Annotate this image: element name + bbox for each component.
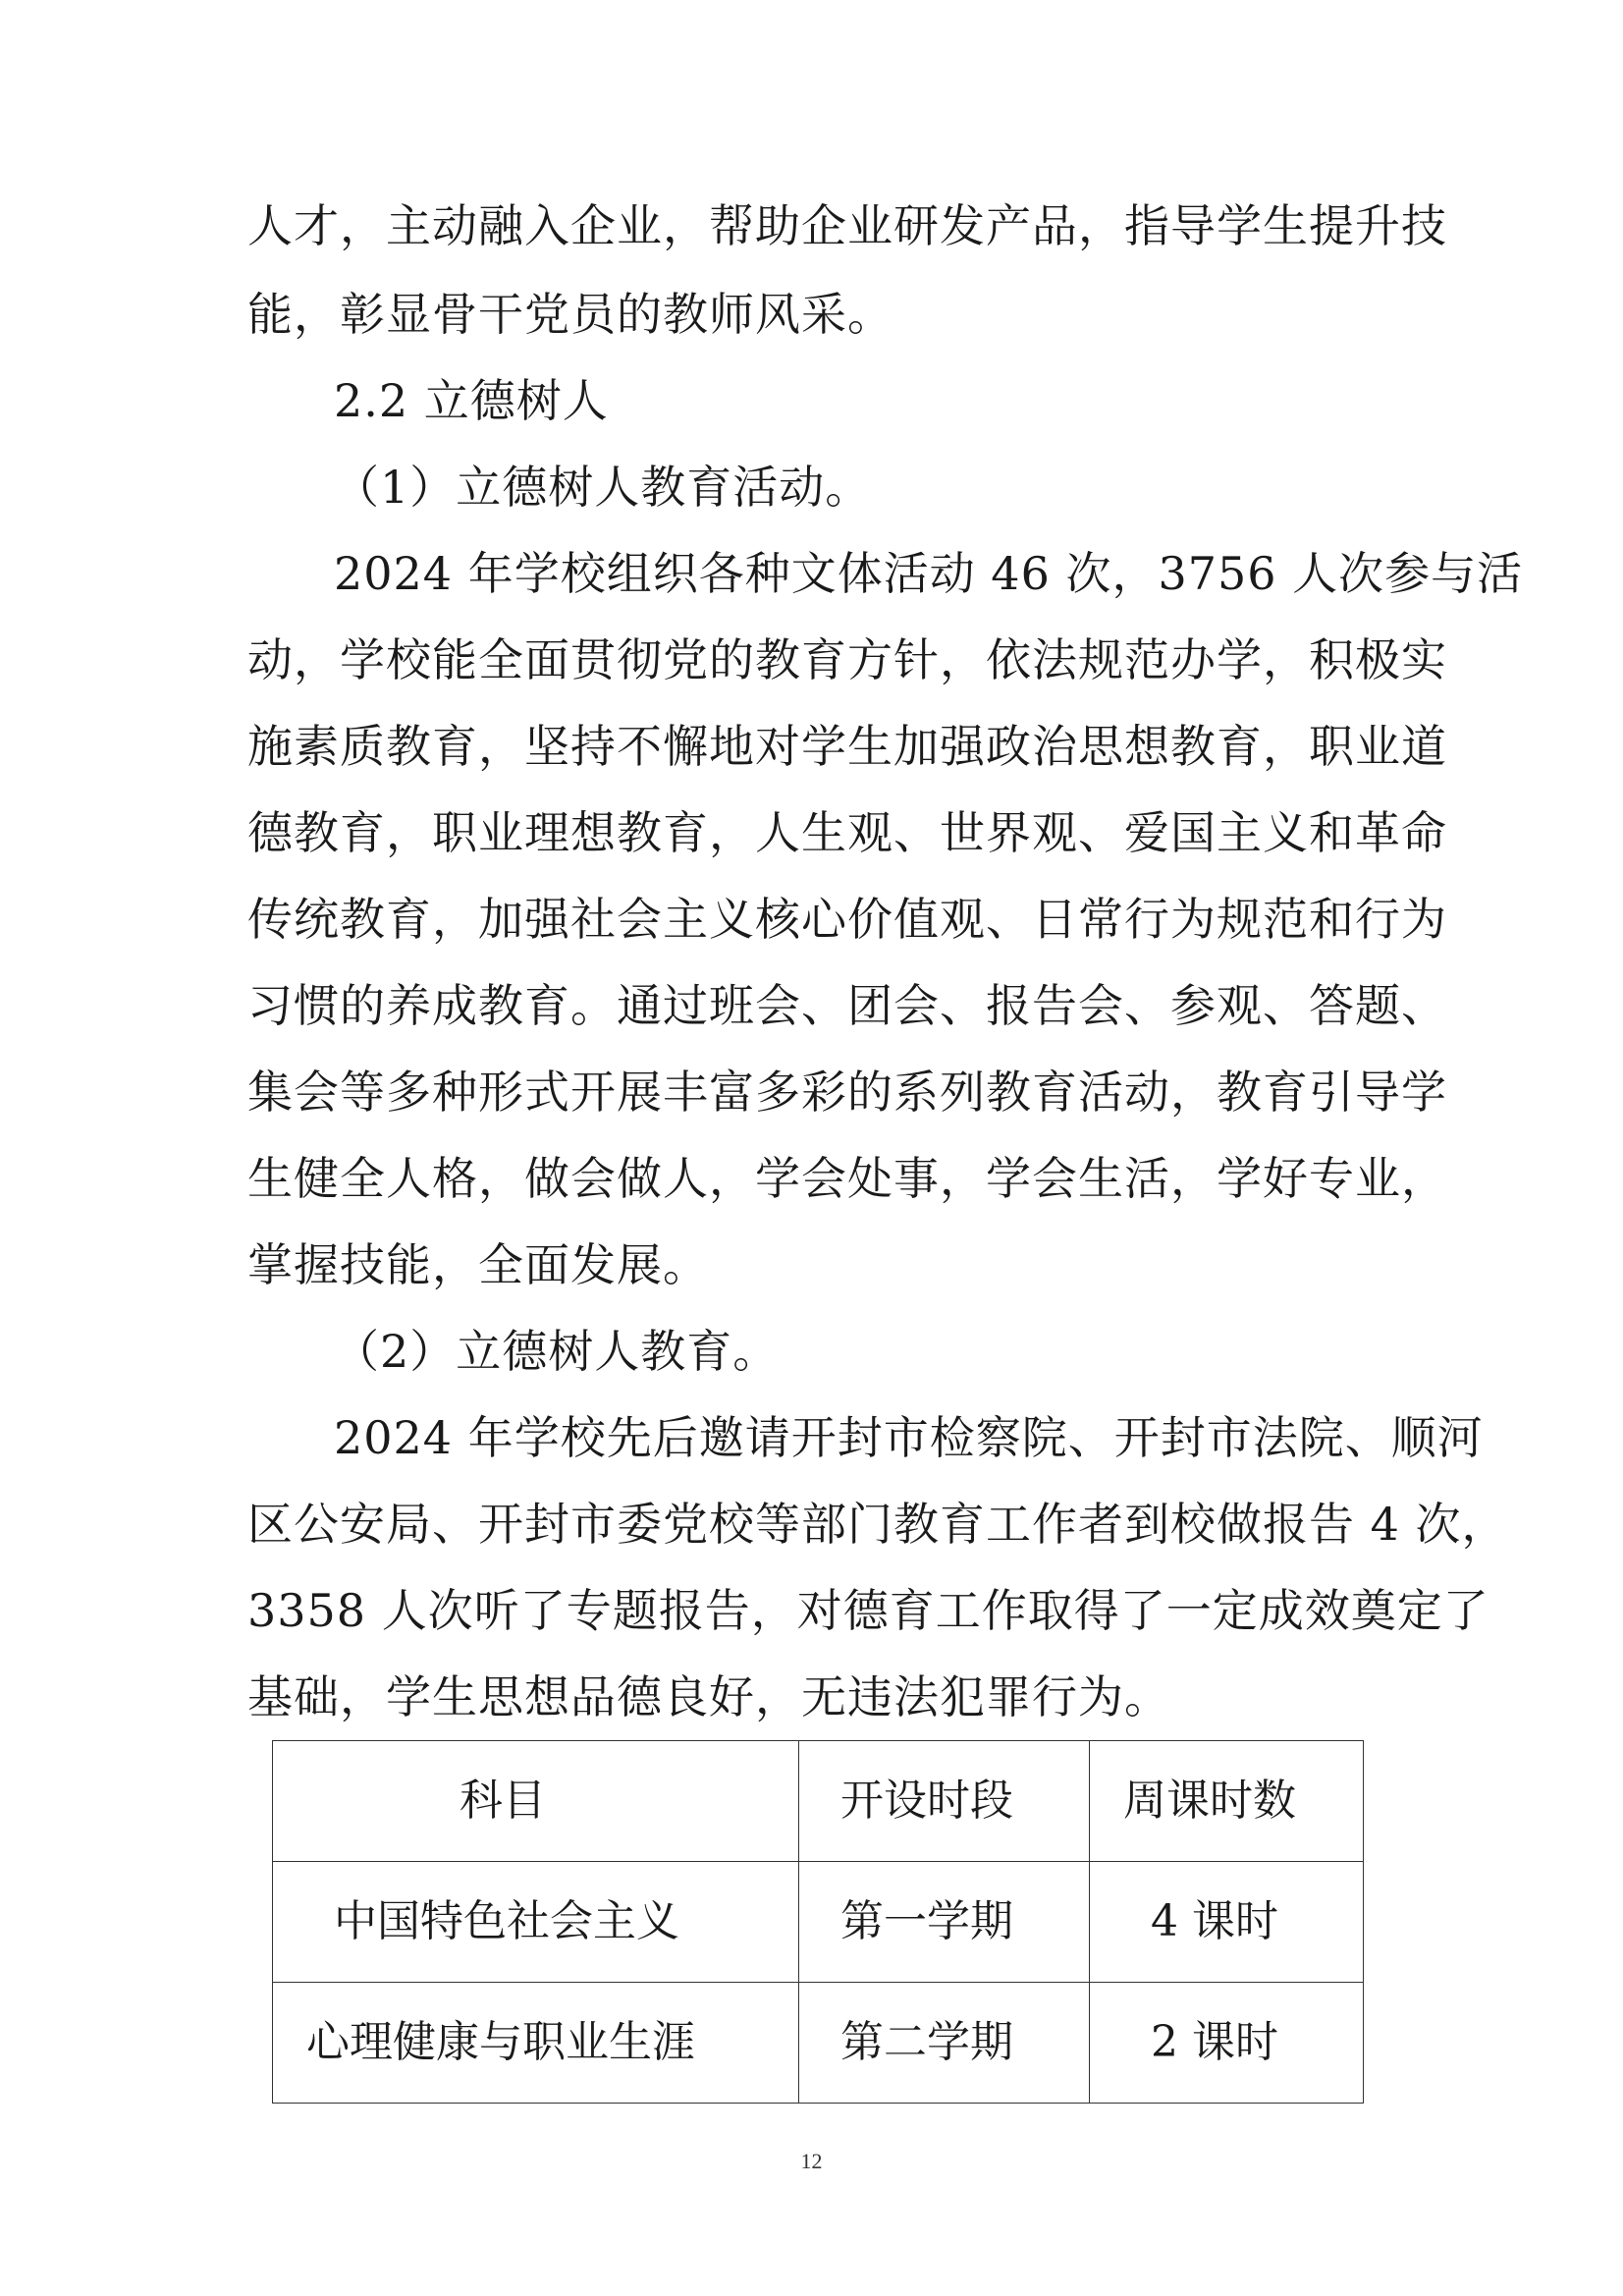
paragraph-line: 习惯的养成教育。通过班会、团会、报告会、参观、答题、 bbox=[247, 979, 1447, 1032]
paragraph-line: 3358 人次听了专题报告，对德育工作取得了一定成效奠定了 bbox=[247, 1584, 1489, 1637]
course-table bbox=[272, 1740, 1364, 2104]
table-cell: 第一学期 bbox=[799, 1862, 1090, 1983]
table-row bbox=[273, 1983, 1364, 2104]
paragraph-line: 基础，学生思想品德良好，无违法犯罪行为。 bbox=[247, 1670, 1170, 1723]
subsection-heading: （1）立德树人教育活动。 bbox=[334, 461, 872, 514]
paragraph-line: 生健全人格，做会做人，学会处事，学会生活，学好专业， bbox=[247, 1152, 1447, 1205]
paragraph-line: 2024 年学校先后邀请开封市检察院、开封市法院、顺河 bbox=[334, 1411, 1484, 1464]
paragraph-line: 能，彰显骨干党员的教师风采。 bbox=[247, 288, 893, 341]
table-cell: 2 课时 bbox=[1090, 1983, 1364, 2104]
paragraph-line: 施素质教育，坚持不懈地对学生加强政治思想教育，职业道 bbox=[247, 720, 1447, 773]
paragraph-line: 传统教育，加强社会主义核心价值观、日常行为规范和行为 bbox=[247, 893, 1447, 946]
table-cell: 心理健康与职业生涯 bbox=[273, 1983, 799, 2104]
page-number: 12 bbox=[800, 2149, 823, 2173]
paragraph-line: 人才，主动融入企业，帮助企业研发产品，指导学生提升技 bbox=[247, 199, 1447, 252]
paragraph-line: 区公安局、开封市委党校等部门教育工作者到校做报告 4 次， bbox=[247, 1498, 1508, 1551]
table-row bbox=[273, 1862, 1364, 1983]
table-header-cell: 开设时段 bbox=[799, 1741, 1090, 1862]
paragraph-line: 集会等多种形式开展丰富多彩的系列教育活动，教育引导学 bbox=[247, 1066, 1447, 1119]
paragraph-line: 动，学校能全面贯彻党的教育方针，依法规范办学，积极实 bbox=[247, 633, 1447, 686]
table-cell: 中国特色社会主义 bbox=[273, 1862, 799, 1983]
table-header-cell: 科目 bbox=[273, 1741, 799, 1862]
table-cell: 4 课时 bbox=[1090, 1862, 1364, 1983]
section-heading: 2.2 立德树人 bbox=[334, 374, 609, 427]
table-header-cell: 周课时数 bbox=[1090, 1741, 1364, 1862]
paragraph-line: 掌握技能，全面发展。 bbox=[247, 1238, 709, 1291]
paragraph-line: 德教育，职业理想教育，人生观、世界观、爱国主义和革命 bbox=[247, 806, 1447, 859]
table-header-row bbox=[273, 1741, 1364, 1862]
table-cell: 第二学期 bbox=[799, 1983, 1090, 2104]
paragraph-line: 2024 年学校组织各种文体活动 46 次，3756 人次参与活 bbox=[334, 547, 1524, 600]
subsection-heading: （2）立德树人教育。 bbox=[334, 1325, 780, 1378]
